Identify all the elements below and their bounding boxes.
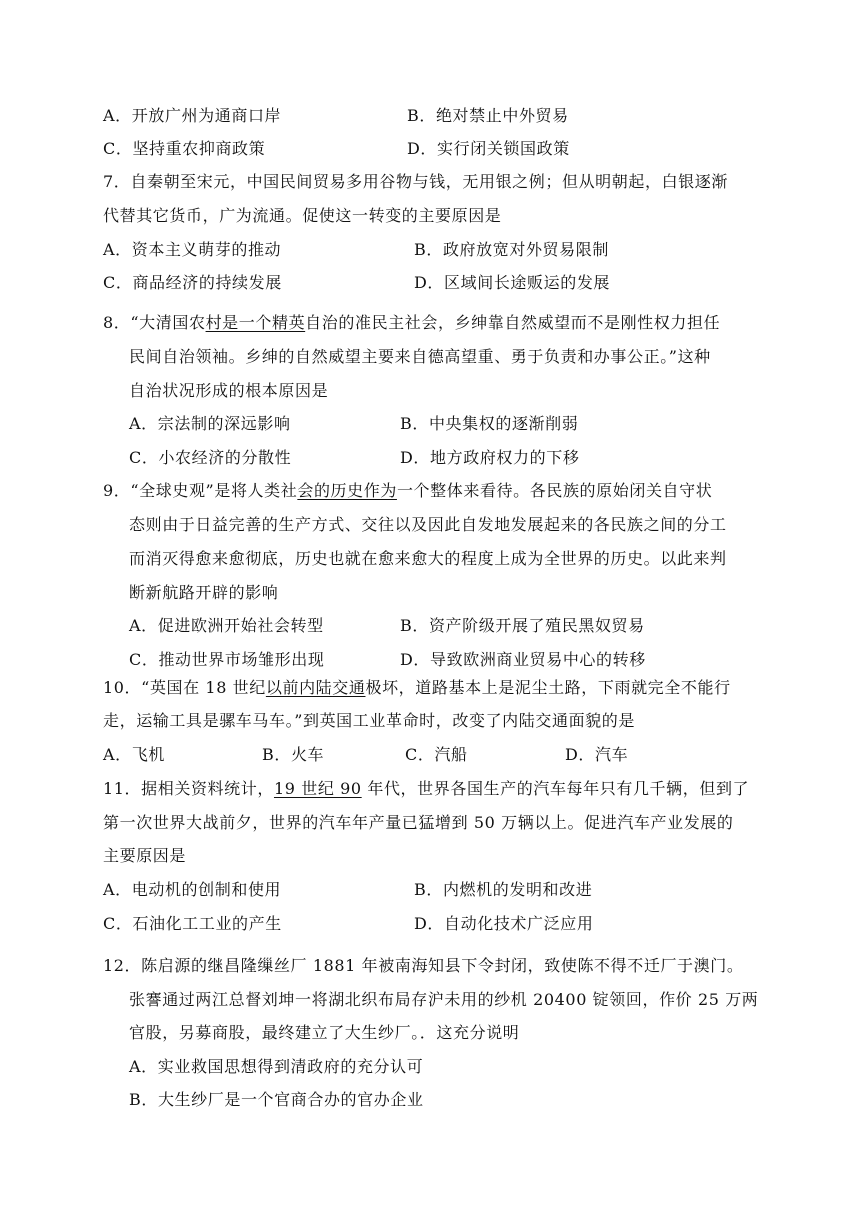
q9-stem-text-cont: 一个整体来看待。各民族的原始闭关自守状 bbox=[396, 481, 713, 500]
q12-stem-line-1: 12．陈启源的继昌隆缫丝厂 1881 年被南海知县下令封闭，致使陈不得不迁厂于澳门。 bbox=[103, 956, 744, 975]
q8-stem-text-cont: 自治的准民主社会，乡绅靠自然威望而不是刚性权力担任 bbox=[305, 313, 721, 332]
q6-option-a: A．开放广州为通商口岸 bbox=[103, 106, 282, 125]
q10-option-a: A．飞机 bbox=[103, 745, 165, 764]
q11-option-d: D．自动化技术广泛应用 bbox=[414, 914, 594, 933]
q9-option-d: D．导致欧洲商业贸易中心的转移 bbox=[400, 650, 646, 669]
q9-stem-line-4: 断新航路开辟的影响 bbox=[129, 583, 279, 602]
q11-option-b: B．内燃机的发明和改进 bbox=[414, 880, 593, 899]
q12-option-b: B．大生纱厂是一个官商合办的官办企业 bbox=[129, 1090, 424, 1109]
q9-stem-line-1 bbox=[103, 481, 712, 501]
q10-option-c: C．汽船 bbox=[405, 745, 468, 764]
q11-option-a: A．电动机的创制和使用 bbox=[103, 880, 282, 899]
q6-option-d: D．实行闭关锁国政策 bbox=[407, 139, 570, 158]
q11-stem-line-3: 主要原因是 bbox=[103, 846, 187, 865]
q6-option-c: C．坚持重农抑商政策 bbox=[103, 139, 266, 158]
q10-option-b: B．火车 bbox=[262, 745, 325, 764]
q10-option-d: D．汽车 bbox=[565, 745, 629, 764]
q10-stem-text-cont: 极坏，道路基本上是泥尘土路，下雨就完全不能行 bbox=[365, 678, 731, 697]
q8-option-c: C．小农经济的分散性 bbox=[129, 448, 292, 467]
q8-option-d: D．地方政府权力的下移 bbox=[400, 448, 580, 467]
q12-stem-line-2: 张謇通过两江总督刘坤一将湖北织布局存沪未用的纱机 20400 锭领回，作价 25 万两 bbox=[129, 990, 759, 1009]
q7-option-c: C．商品经济的持续发展 bbox=[103, 273, 282, 292]
q8-option-b: B．中央集权的逐渐削弱 bbox=[400, 414, 579, 433]
q7-stem-line-2: 代替其它货币，广为流通。促使这一转变的主要原因是 bbox=[103, 206, 502, 225]
q6-option-b: B．绝对禁止中外贸易 bbox=[407, 106, 569, 125]
q12-stem-line-3: 官股，另募商股，最终建立了大生纱厂。．这充分说明 bbox=[129, 1023, 520, 1042]
q8-underlined-text: 村是一个精英 bbox=[205, 313, 306, 332]
q7-stem-line-1: 7．自秦朝至宋元，中国民间贸易多用谷物与钱，无用银之例；但从明朝起，白银逐渐 bbox=[103, 172, 728, 191]
q11-stem-text-cont: 年代，世界各国生产的汽车每年只有几千辆，但到了 bbox=[361, 779, 750, 798]
q8-option-a: A．宗法制的深远影响 bbox=[129, 414, 291, 433]
q9-option-c: C．推动世界市场雏形出现 bbox=[129, 650, 325, 669]
q8-stem-line-3: 自治状况形成的根本原因是 bbox=[129, 381, 329, 400]
q10-underlined-text: 以前内陆交通 bbox=[265, 678, 366, 697]
q9-stem-line-2: 态则由于日益完善的生产方式、交往以及因此自发地发展起来的各民族之间的分工 bbox=[129, 515, 727, 534]
q7-option-b: B．政府放宽对外贸易限制 bbox=[414, 240, 609, 259]
q9-stem-line-3: 而消灭得愈来愈彻底，历史也就在愈来愈大的程度上成为全世界的历史。以此来判 bbox=[129, 549, 727, 568]
q7-option-a: A．资本主义萌芽的推动 bbox=[103, 240, 282, 259]
q9-option-b: B．资产阶级开展了殖民黑奴贸易 bbox=[400, 616, 645, 635]
q10-stem-text: 10．“英国在 18 世纪 bbox=[103, 678, 266, 697]
q9-option-a: A．促进欧洲开始社会转型 bbox=[129, 616, 324, 635]
q11-stem-line-2: 第一次世界大战前夕，世界的汽车年产量已猛增到 50 万辆以上。促进汽车产业发展的 bbox=[103, 813, 734, 832]
q10-stem-line-2: 走，运输工具是骡车马车。”到英国工业革命时，改变了内陆交通面貌的是 bbox=[103, 711, 635, 730]
q9-stem-text: 9．“全球史观”是将人类社 bbox=[103, 481, 298, 500]
q11-stem-text: 11．据相关资料统计， bbox=[103, 779, 274, 798]
q12-option-a: A．实业救国思想得到清政府的充分认可 bbox=[129, 1057, 424, 1076]
q11-stem-line-1 bbox=[103, 779, 749, 799]
q10-stem-line-1 bbox=[103, 678, 731, 698]
q11-underlined-text: 19 世纪 90 bbox=[273, 779, 362, 798]
q7-option-d: D．区域间长途贩运的发展 bbox=[414, 273, 611, 292]
q9-underlined-text: 会的历史作为 bbox=[297, 481, 397, 500]
q11-option-c: C．石油化工工业的产生 bbox=[103, 914, 282, 933]
q8-stem-text: 8．“大清国农 bbox=[103, 313, 206, 332]
q8-stem-line-1 bbox=[103, 313, 720, 333]
q8-stem-line-2: 民间自治领袖。乡绅的自然威望主要来自德高望重、勇于负责和办事公正。”这种 bbox=[129, 347, 711, 366]
